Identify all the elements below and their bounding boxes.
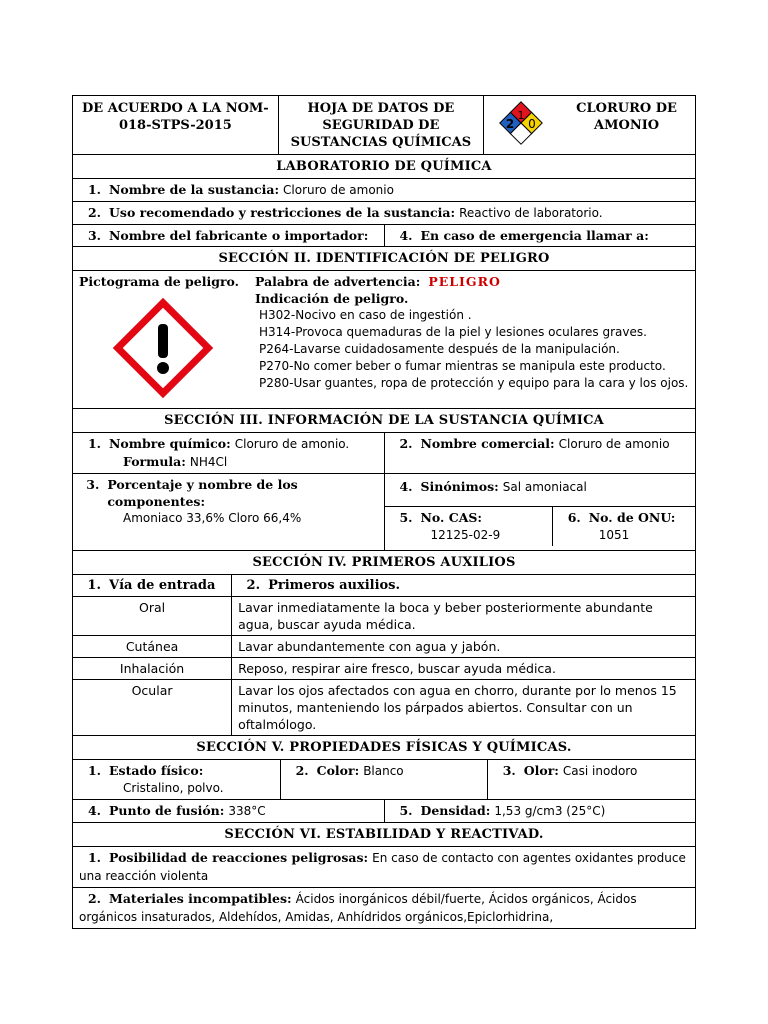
- statement: P264-Lavarse cuidadosamente después de la manipulación.: [259, 342, 620, 356]
- s3-row-1: 1. Nombre químico: Cloruro de amonio. Formula: NH4Cl 2. Nombre comercial: Cloruro de amonio: [73, 433, 696, 474]
- pictogram-block: [79, 273, 255, 402]
- nfpa-reactivity: 0: [528, 117, 536, 131]
- section6-title: SECCIÓN VI. ESTABILIDAD Y REACTIVAD.: [73, 823, 696, 847]
- lab-title: LABORATORIO DE QUÍMICA: [73, 155, 696, 179]
- first-aid-row: 1. Vía de entrada 2. Primeros auxilios. Oral Lavar inmediatamente la boca y beber posteriormente abundante agua, buscar ayuda médica. Cutánea Lavar abundantemente con agua y jabón. Inhalación Reposo, respirar aire fresco, buscar ayuda médica. Ocular Lavar los ojos afectados con agua en chorro, durante por lo menos 15 minutos, manteniendo los párpados abiertos. Consultar con un oftalmólogo.: [73, 575, 696, 736]
- s6-row-2: 2. Materiales incompatibles: Ácidos inorgánicos débil/fuerte, Ácidos orgánicos, Ácidos orgánicos insaturados, Aldehídos, Amidas, Anhídridos orgánicos,Epiclorhidrina,: [73, 888, 696, 929]
- nfpa-diamond-icon: [498, 100, 544, 146]
- sds-sheet: [72, 95, 696, 929]
- statement: P280-Usar guantes, ropa de protección y equipo para la cara y los ojos.: [259, 376, 689, 390]
- section5-title: SECCIÓN V. PROPIEDADES FÍSICAS Y QUÍMICAS.: [73, 736, 696, 760]
- signal-word: PELIGRO: [428, 274, 501, 289]
- s3-row-2: 3. Porcentaje y nombre de los componentes: Amoniaco 33,6% Cloro 66,4% 4. Sinónimos: Sal amoniacal 5. No. CAS: 12125-02-9 6. No. de ONU: 1051: [73, 474, 696, 551]
- pictogram-label: Pictograma de peligro.: [79, 274, 240, 289]
- hazard-text-block: Palabra de advertencia: PELIGRO Indicación de peligro. H302-Nocivo en caso de ingestión . H314-Provoca quemaduras de la piel y lesiones oculares graves. P264-Lavarse cuidadosamente después de la manipulación. P270-No comer beber o fumar mientras se manipula este producto. P280-Usar guantes, ropa de protección y equipo para la cara y los ojos.: [255, 274, 689, 390]
- s1-row-1: 1. Nombre de la sustancia: Cloruro de amonio: [73, 179, 696, 202]
- nfpa-flammability: 1: [517, 109, 525, 122]
- section2-title: SECCIÓN II. IDENTIFICACIÓN DE PELIGRO: [73, 247, 696, 271]
- statement: H314-Provoca quemaduras de la piel y lesiones oculares graves.: [259, 325, 647, 339]
- s5-row-2: 4. Punto de fusión: 338°C 5. Densidad: 1,53 g/cm3 (25°C): [73, 800, 696, 823]
- norm-reference: DE ACUERDO A LA NOM-018-STPS-2015: [73, 96, 278, 154]
- substance-title: CLORURO DE AMONIO: [576, 101, 677, 133]
- route-ocular: Ocular: [73, 680, 232, 736]
- route-inhalacion: Inhalación: [73, 658, 232, 680]
- header-row: [73, 96, 696, 155]
- route-oral: Oral: [73, 597, 232, 636]
- s1-row-2: 2. Uso recomendado y restricciones de la sustancia: Reactivo de laboratorio.: [73, 202, 696, 225]
- s6-row-1: 1. Posibilidad de reacciones peligrosas: En caso de contacto con agentes oxidantes produce una reacción violenta: [73, 847, 696, 888]
- nfpa-cell: [484, 96, 559, 154]
- s1-row-3: 3. Nombre del fabricante o importador: 4. En caso de emergencia llamar a:: [73, 225, 696, 247]
- s5-row-1: 1. Estado físico: Cristalino, polvo. 2. Color: Blanco 3. Olor: Casi inodoro: [73, 760, 696, 800]
- sds-table: [72, 95, 696, 929]
- statement: P270-No comer beber o fumar mientras se manipula este producto.: [259, 359, 666, 373]
- exclamation-pictogram-icon: [113, 298, 213, 398]
- section3-title: SECCIÓN III. INFORMACIÓN DE LA SUSTANCIA QUÍMICA: [73, 409, 696, 433]
- hazard-row: [73, 271, 696, 409]
- section4-title: SECCIÓN IV. PRIMEROS AUXILIOS: [73, 551, 696, 575]
- sheet-title: HOJA DE DATOS DE SEGURIDAD DE SUSTANCIAS QUÍMICAS: [278, 96, 483, 154]
- statement: H302-Nocivo en caso de ingestión .: [259, 308, 472, 322]
- route-cutanea: Cutánea: [73, 636, 232, 658]
- nfpa-health: 2: [505, 117, 515, 131]
